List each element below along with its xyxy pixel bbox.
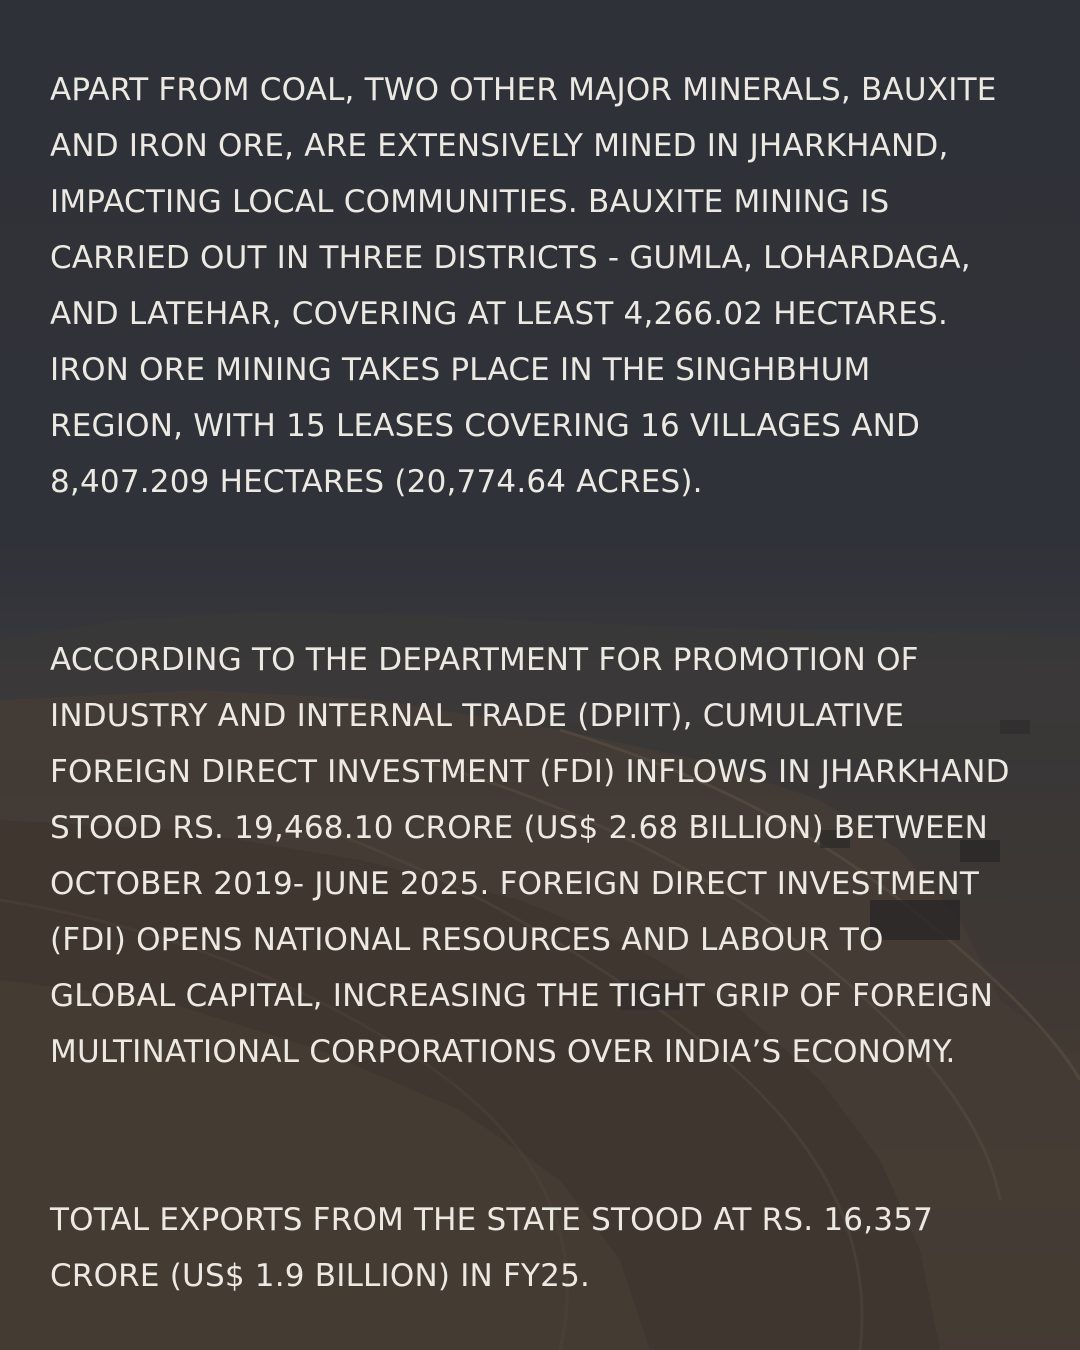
paragraph-fdi: ACCORDING TO THE DEPARTMENT FOR PROMOTION OF INDUSTRY AND INTERNAL TRADE (DPIIT), CUMULATIVE FOREIGN DIRECT INVESTMENT (FDI) INFLOWS IN JHARKHAND STOOD RS. 19,468.10 CRORE (US$ 2.68 BILLION) BETWEEN OCTOBER 2019- JUNE 2025. FOREIGN DIRECT INVESTMENT (FDI) OPENS NATIONAL RESOURCES AND LABOUR TO GLOBAL CAPITAL, INCREASING THE TIGHT GRIP OF FOREIGN MULTINATIONAL CORPORATIONS OVER INDIA’S ECONOMY. bbox=[50, 642, 1010, 1070]
paragraph-exports: TOTAL EXPORTS FROM THE STATE STOOD AT RS. 16,357 CRORE (US$ 1.9 BILLION) IN FY25. bbox=[50, 1202, 934, 1294]
paragraph-mining: APART FROM COAL, TWO OTHER MAJOR MINERALS, BAUXITE AND IRON ORE, ARE EXTENSIVELY MINED IN JHARKHAND, IMPACTING LOCAL COMMUNITIES. BAUXITE MINING IS CARRIED OUT IN THREE DISTRICTS - GUMLA, LOHARDAGA, AND LATEHAR, COVERING AT LEAST 4,266.02 HECTARES. IRON ORE MINING TAKES PLACE IN THE SINGHBHUM REGION, WITH 15 LEASES COVERING 16 VILLAGES AND 8,407.209 HECTARES (20,774.64 ACRES). bbox=[50, 72, 997, 500]
